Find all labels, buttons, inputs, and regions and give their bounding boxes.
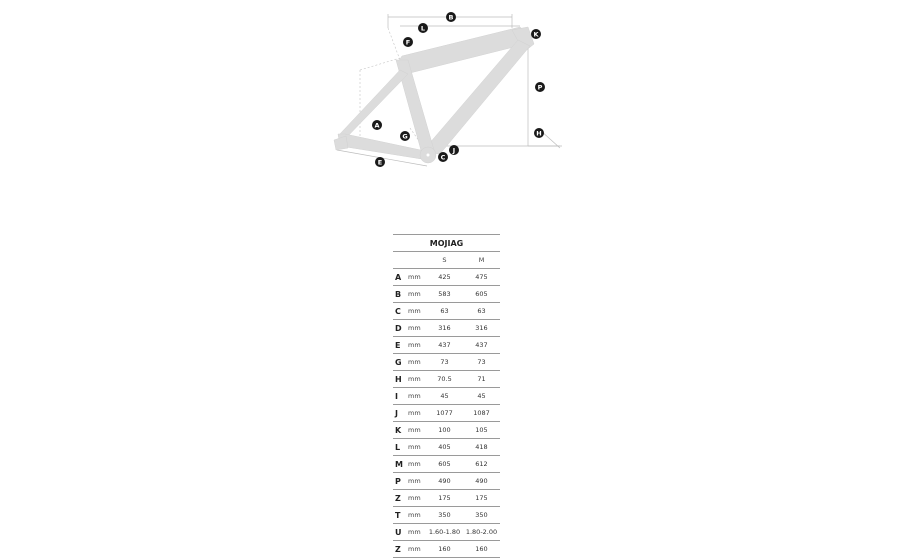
header-unit <box>408 252 426 269</box>
row-letter: D <box>393 320 408 337</box>
row-unit: mm <box>408 269 426 286</box>
row-value-s: 100 <box>426 422 463 439</box>
row-letter: B <box>393 286 408 303</box>
table-row <box>393 269 500 286</box>
row-value-s: 350 <box>426 507 463 524</box>
row-value-m: 1.80-2.00 <box>463 524 500 541</box>
row-letter: C <box>393 303 408 320</box>
callout-j <box>449 145 459 155</box>
row-unit: mm <box>408 473 426 490</box>
row-value-s: 316 <box>426 320 463 337</box>
svg-text:E: E <box>377 158 383 167</box>
row-value-m: 605 <box>463 286 500 303</box>
row-value-m: 105 <box>463 422 500 439</box>
table-row <box>393 388 500 405</box>
callout-l <box>418 23 428 33</box>
row-value-s: 490 <box>426 473 463 490</box>
row-unit: mm <box>408 456 426 473</box>
table-row <box>393 473 500 490</box>
row-unit: mm <box>408 337 426 354</box>
table-row <box>393 320 500 337</box>
table-row <box>393 405 500 422</box>
callout-p <box>535 82 545 92</box>
row-value-m: 418 <box>463 439 500 456</box>
row-value-m: 73 <box>463 354 500 371</box>
svg-text:C: C <box>440 153 446 162</box>
row-letter: Z <box>393 490 408 507</box>
bottom-bracket-center <box>427 154 430 157</box>
header-letter <box>393 252 408 269</box>
row-value-m: 175 <box>463 490 500 507</box>
row-unit: mm <box>408 524 426 541</box>
frame-geometry-diagram <box>0 0 910 200</box>
row-value-m: 160 <box>463 541 500 558</box>
table-body <box>393 269 500 558</box>
table-row <box>393 337 500 354</box>
row-unit: mm <box>408 541 426 558</box>
svg-text:P: P <box>537 83 543 92</box>
row-value-s: 1.60-1.80 <box>426 524 463 541</box>
row-value-m: 612 <box>463 456 500 473</box>
row-letter: E <box>393 337 408 354</box>
svg-text:H: H <box>536 129 542 138</box>
row-value-s: 1077 <box>426 405 463 422</box>
row-value-m: 45 <box>463 388 500 405</box>
row-value-m: 475 <box>463 269 500 286</box>
row-unit: mm <box>408 405 426 422</box>
row-value-s: 160 <box>426 541 463 558</box>
svg-text:G: G <box>402 132 408 141</box>
row-value-m: 63 <box>463 303 500 320</box>
header-size-m: M <box>463 252 500 269</box>
table-row <box>393 456 500 473</box>
row-value-s: 405 <box>426 439 463 456</box>
table-row <box>393 422 500 439</box>
row-value-s: 605 <box>426 456 463 473</box>
row-value-s: 45 <box>426 388 463 405</box>
callout-a <box>372 120 382 130</box>
row-letter: I <box>393 388 408 405</box>
row-letter: K <box>393 422 408 439</box>
row-unit: mm <box>408 422 426 439</box>
table-row <box>393 303 500 320</box>
row-unit: mm <box>408 354 426 371</box>
row-value-s: 73 <box>426 354 463 371</box>
row-letter: T <box>393 507 408 524</box>
callout-f <box>403 37 413 47</box>
geometry-table <box>393 234 500 558</box>
callout-b <box>446 12 456 22</box>
callout-c <box>438 152 448 162</box>
row-value-m: 1087 <box>463 405 500 422</box>
table-row <box>393 439 500 456</box>
row-letter: M <box>393 456 408 473</box>
header-size-s: S <box>426 252 463 269</box>
row-value-m: 490 <box>463 473 500 490</box>
row-value-s: 63 <box>426 303 463 320</box>
callout-e <box>375 157 385 167</box>
callout-g <box>400 131 410 141</box>
row-value-s: 583 <box>426 286 463 303</box>
row-letter: A <box>393 269 408 286</box>
row-unit: mm <box>408 507 426 524</box>
bike-frame <box>334 27 534 163</box>
table-row <box>393 286 500 303</box>
row-unit: mm <box>408 303 426 320</box>
svg-text:K: K <box>533 30 539 39</box>
row-unit: mm <box>408 371 426 388</box>
row-letter: P <box>393 473 408 490</box>
table-title: MOJIAG <box>393 235 500 252</box>
svg-text:A: A <box>374 121 380 130</box>
table-row <box>393 490 500 507</box>
row-value-m: 437 <box>463 337 500 354</box>
table-row <box>393 354 500 371</box>
svg-text:L: L <box>420 24 426 33</box>
row-letter: J <box>393 405 408 422</box>
row-value-s: 70.5 <box>426 371 463 388</box>
row-unit: mm <box>408 490 426 507</box>
row-value-s: 175 <box>426 490 463 507</box>
row-unit: mm <box>408 388 426 405</box>
svg-text:F: F <box>405 38 411 47</box>
row-letter: H <box>393 371 408 388</box>
table-title-row <box>393 235 500 252</box>
table-row <box>393 541 500 558</box>
callout-k <box>531 29 541 39</box>
svg-text:J: J <box>452 146 456 155</box>
row-value-m: 316 <box>463 320 500 337</box>
table-row <box>393 371 500 388</box>
row-letter: Z <box>393 541 408 558</box>
row-value-m: 350 <box>463 507 500 524</box>
row-letter: U <box>393 524 408 541</box>
table-row <box>393 507 500 524</box>
table-header-row <box>393 252 500 269</box>
row-value-s: 437 <box>426 337 463 354</box>
row-value-m: 71 <box>463 371 500 388</box>
row-value-s: 425 <box>426 269 463 286</box>
row-unit: mm <box>408 286 426 303</box>
row-unit: mm <box>408 439 426 456</box>
row-letter: L <box>393 439 408 456</box>
row-unit: mm <box>408 320 426 337</box>
svg-text:B: B <box>448 13 454 22</box>
row-letter: G <box>393 354 408 371</box>
table-row <box>393 524 500 541</box>
callout-h <box>534 128 544 138</box>
